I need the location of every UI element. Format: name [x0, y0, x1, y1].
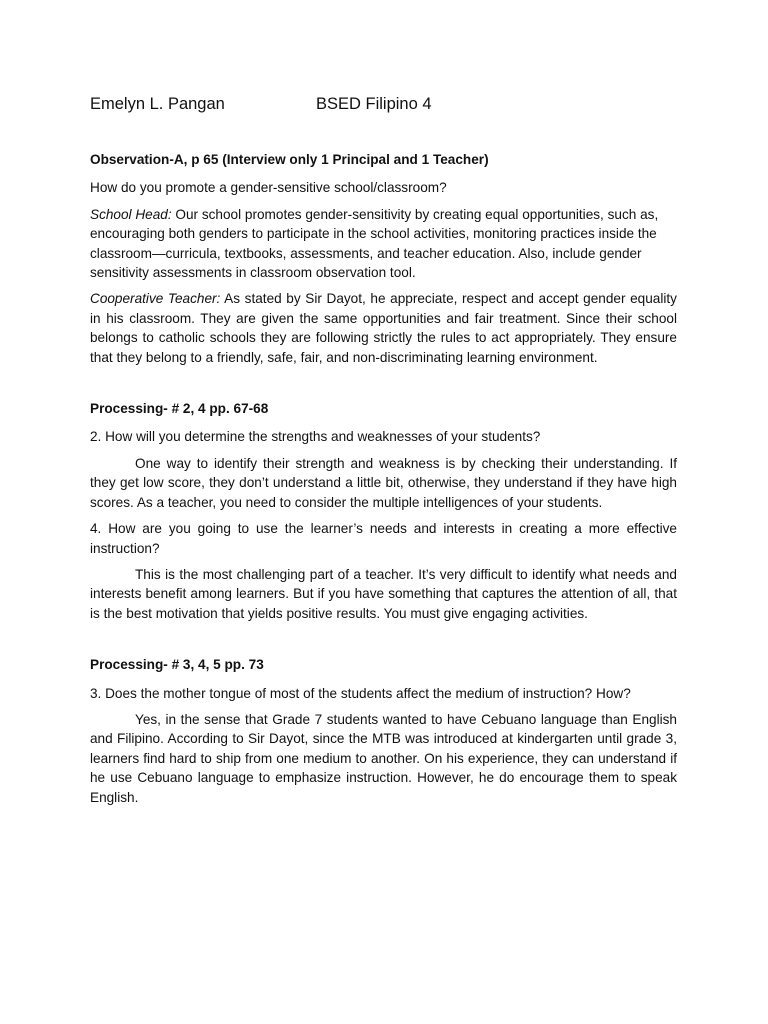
document-header	[90, 93, 677, 115]
cooperative-teacher-paragraph	[90, 289, 677, 367]
course-name: BSED Filipino 4	[316, 95, 432, 113]
answer-3: Yes, in the sense that Grade 7 students wanted to have Cebuano language than English and Filipino. According to Sir Dayot, since the MTB was introduced at kindergarten until grade 3, learners find hard to ship from one medium to another. On his experience, they can understand if he use Cebuano language to emphasize instruction. However, he do encourage them to speak English.	[90, 711, 677, 805]
cooperative-teacher-text: As stated by Sir Dayot, he appreciate, respect and accept gender equality in his classroom. They are given the same opportunities and fair treatment. Since their school belongs to catholic schools they are following strictly the rules to act appropriately. They ensure that they belong to a friendly, safe, fair, and non-discriminating learning environment.	[90, 291, 677, 365]
question-4: 4. How are you going to use the learner’s needs and interests in creating a more effective instruction?	[90, 521, 677, 556]
school-head-text: Our school promotes gender-sensitivity by creating equal opportunities, such as, encouraging both genders to participate in the school activities, monitoring practices inside the classroom—curricula, textbooks, assessments, and teacher education. Also, include gender sensitivity assessments in classroom observation tool.	[90, 206, 659, 281]
school-head-paragraph	[90, 205, 677, 283]
cooperative-teacher-label: Cooperative Teacher:	[90, 291, 221, 307]
school-head-label: School Head:	[90, 206, 172, 222]
observation-question: How do you promote a gender-sensitive school/classroom?	[90, 180, 447, 196]
processing-section-title-1: Processing- # 2, 4 pp. 67-68	[90, 401, 269, 417]
author-name: Emelyn L. Pangan	[90, 95, 225, 113]
question-3: 3. Does the mother tongue of most of the students affect the medium of instruction? How?	[90, 685, 631, 701]
observation-section-title: Observation-A, p 65 (Interview only 1 Principal and 1 Teacher)	[90, 152, 489, 167]
question-2: 2. How will you determine the strengths and weaknesses of your students?	[90, 429, 541, 445]
processing-section-title-2: Processing- # 3, 4, 5 pp. 73	[90, 657, 264, 673]
answer-2: One way to identify their strength and weakness is by checking their understanding. If they get low score, they don’t understand a little bit, otherwise, they understand if they have high scores. As a teacher, you need to consider the multiple intelligences of your students.	[90, 455, 677, 510]
document-page	[90, 93, 677, 814]
answer-4: This is the most challenging part of a teacher. It’s very difficult to identify what needs and interests benefit among learners. But if you have something that captures the attention of all, that is the best motivation that yields positive results. You must give engaging activities.	[90, 566, 677, 621]
